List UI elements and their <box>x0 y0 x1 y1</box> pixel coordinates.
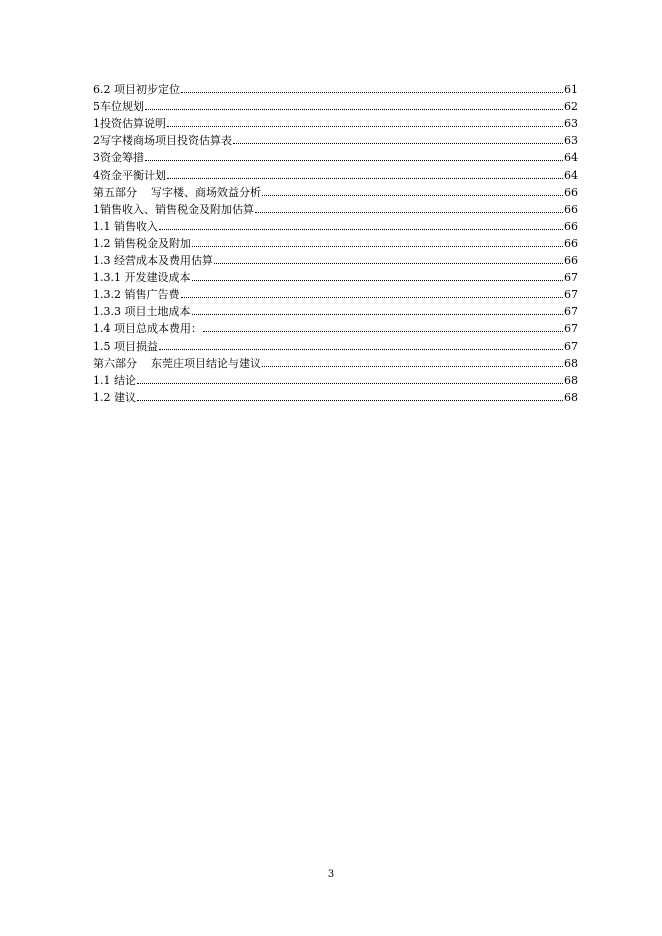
toc-entry[interactable] <box>93 318 578 335</box>
toc-entry-label: 1.3.3 项目土地成本 <box>93 305 191 319</box>
toc-dot-leader <box>145 109 563 110</box>
toc-entry-label: 1销售收入、销售税金及附加估算 <box>93 202 254 216</box>
toc-entry[interactable] <box>93 147 578 164</box>
toc-entry-label: 1.1 结论 <box>93 373 136 387</box>
toc-dot-leader <box>181 92 563 93</box>
toc-entry-label: 6.2 项目初步定位 <box>93 83 180 97</box>
toc-entry-page: 68 <box>564 356 578 370</box>
toc-dot-leader <box>159 229 563 230</box>
toc-dot-leader <box>167 126 563 127</box>
toc-entry-page: 64 <box>564 151 578 165</box>
toc-entry-label: 1.1 销售收入 <box>93 219 158 233</box>
toc-dot-leader <box>214 263 563 264</box>
toc-entry-label: 第五部分 写字楼、商场效益分析 <box>93 185 261 199</box>
toc-entry[interactable] <box>93 216 578 233</box>
toc-entry[interactable] <box>93 353 578 370</box>
toc-entry[interactable] <box>93 182 578 199</box>
toc-entry[interactable] <box>93 233 578 250</box>
toc-entry-page: 66 <box>564 236 578 250</box>
toc-entry-page: 64 <box>564 168 578 182</box>
toc-dot-leader <box>255 212 563 213</box>
toc-entry-label: 3资金筹措 <box>93 151 144 165</box>
toc-dot-leader <box>145 160 563 161</box>
toc-entry-label: 1.2 销售税金及附加 <box>93 236 191 250</box>
toc-dot-leader <box>192 246 563 247</box>
toc-dot-leader <box>167 178 563 179</box>
toc-entry[interactable] <box>93 267 578 284</box>
toc-dot-leader <box>203 331 563 332</box>
toc-entry-page: 63 <box>564 117 578 131</box>
toc-dot-leader <box>262 366 563 367</box>
toc-entry-page: 63 <box>564 134 578 148</box>
toc-entry[interactable] <box>93 301 578 318</box>
toc-entry-label: 5车位规划 <box>93 100 144 114</box>
toc-entry-label: 第六部分 东莞庄项目结论与建议 <box>93 356 261 370</box>
toc-entry[interactable] <box>93 387 578 404</box>
page-number: 3 <box>327 869 335 880</box>
toc-entry-label: 1.3.1 开发建设成本 <box>93 271 191 285</box>
toc-dot-leader <box>181 297 564 298</box>
toc-entry-page: 68 <box>564 390 578 404</box>
toc-entry-label: 1.2 建议 <box>93 390 136 404</box>
toc-entry-label: 4资金平衡计划 <box>93 168 166 182</box>
toc-dot-leader <box>137 400 563 401</box>
toc-entry[interactable] <box>93 164 578 181</box>
toc-entry-label: 1.4 项目总成本费用： <box>93 322 202 336</box>
toc-entry[interactable] <box>93 130 578 147</box>
toc-entry-label: 2写字楼商场项目投资估算表 <box>93 134 232 148</box>
toc-entry[interactable] <box>93 250 578 267</box>
toc-dot-leader <box>159 349 563 350</box>
toc-entry-page: 66 <box>564 185 578 199</box>
toc-entry[interactable] <box>93 113 578 130</box>
toc-entry[interactable] <box>93 96 578 113</box>
toc-entry-label: 1.5 项目损益 <box>93 339 158 353</box>
toc-entry-label: 1.3 经营成本及费用估算 <box>93 254 213 268</box>
toc-dot-leader <box>233 143 563 144</box>
toc-entry-page: 67 <box>564 339 578 353</box>
toc-entry-page: 62 <box>564 100 578 114</box>
table-of-contents <box>93 79 578 404</box>
toc-entry[interactable] <box>93 284 578 301</box>
toc-dot-leader <box>262 195 563 196</box>
toc-dot-leader <box>137 383 563 384</box>
toc-entry-page: 66 <box>564 254 578 268</box>
toc-entry[interactable] <box>93 370 578 387</box>
toc-entry-page: 67 <box>564 271 578 285</box>
toc-dot-leader <box>192 280 564 281</box>
toc-entry-page: 67 <box>564 322 578 336</box>
toc-entry-page: 66 <box>564 219 578 233</box>
toc-entry-page: 61 <box>564 83 578 97</box>
toc-entry-label: 1投资估算说明 <box>93 117 166 131</box>
toc-entry-label: 1.3.2 销售广告费 <box>93 288 180 302</box>
toc-entry[interactable] <box>93 335 578 352</box>
toc-entry-page: 68 <box>564 373 578 387</box>
toc-entry-page: 67 <box>564 305 578 319</box>
toc-dot-leader <box>192 314 564 315</box>
toc-entry[interactable] <box>93 79 578 96</box>
toc-entry[interactable] <box>93 199 578 216</box>
toc-entry-page: 67 <box>564 288 578 302</box>
toc-entry-page: 66 <box>564 202 578 216</box>
